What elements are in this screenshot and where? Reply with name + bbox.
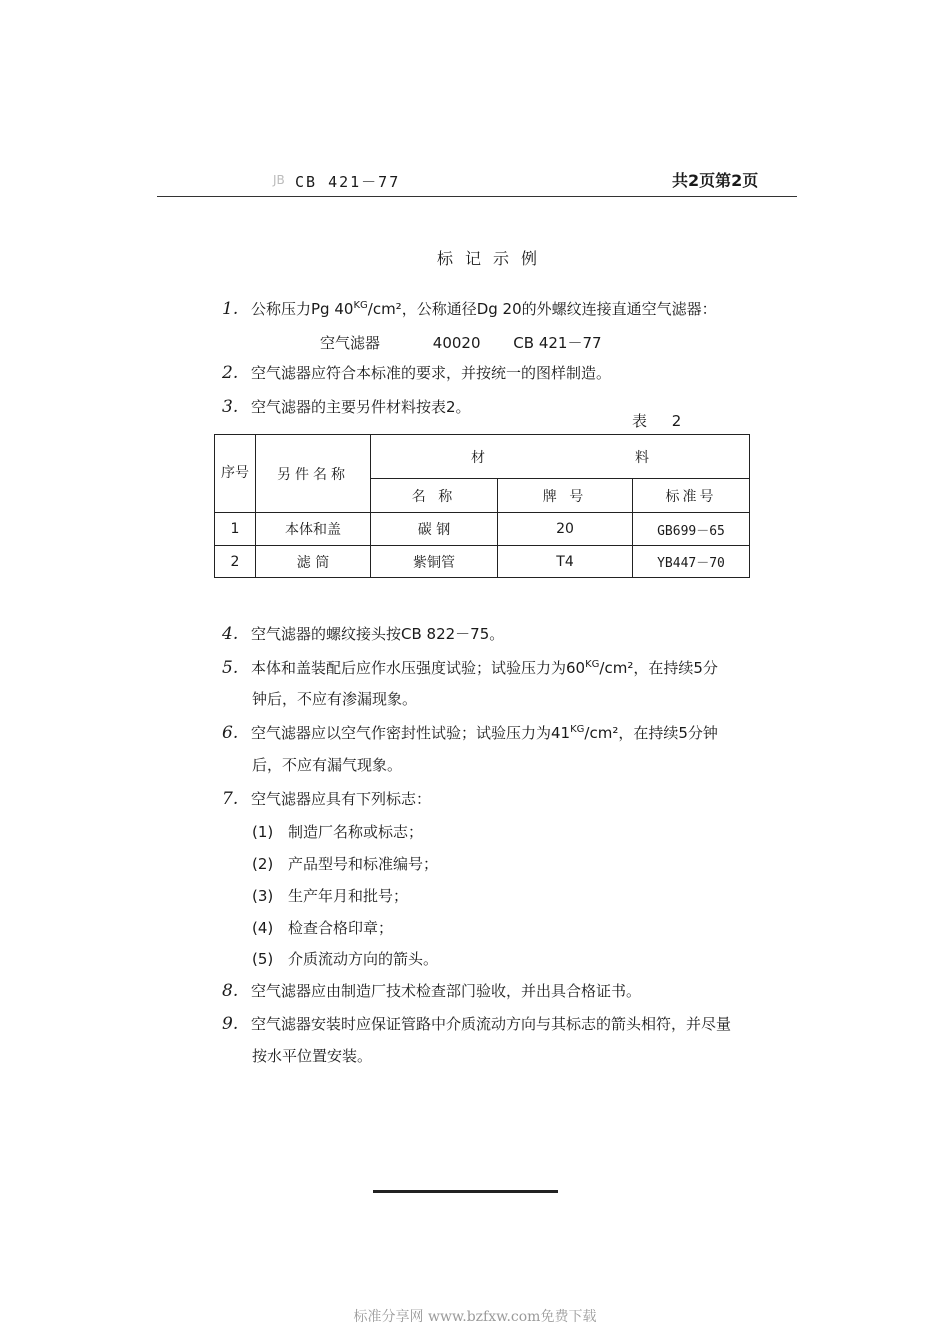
cell-standard: GB699－65 (633, 513, 750, 546)
item-continuation: 按水平位置安装。 (252, 1047, 373, 1065)
header-material (371, 435, 750, 479)
materials-table (214, 434, 750, 578)
header-standard: 标准号 (633, 479, 750, 513)
list-item (222, 980, 641, 1001)
list-item (222, 396, 471, 417)
item-number: 2. (222, 363, 239, 383)
cell-standard: YB447－70 (633, 546, 750, 578)
item-text: 空气滤器安装时应保证管路中介质流动方向与其标志的箭头相符，并尽量 (251, 1015, 732, 1033)
table-caption: 表 2 (632, 412, 692, 430)
table-row (215, 546, 750, 578)
sub-list-item (252, 853, 438, 874)
marking-size: 40020 (432, 334, 481, 352)
sub-item-text: 生产年月和批号； (288, 887, 409, 905)
item-number: 4. (222, 624, 239, 644)
sub-item-text: 介质流动方向的箭头。 (288, 950, 439, 968)
cell-name: 紫铜管 (371, 546, 498, 578)
unit-superscript: KG (585, 659, 600, 670)
item-text: /cm²，在持续5分钟 (584, 724, 718, 742)
header-material-right: 料 (635, 449, 649, 466)
item-continuation: 后，不应有漏气现象。 (252, 756, 403, 774)
sub-item-number: (4) (252, 919, 274, 937)
item-text: 空气滤器应具有下列标志： (251, 790, 432, 808)
cell-seq: 2 (215, 546, 256, 578)
item-number: 3. (222, 397, 239, 417)
sub-item-number: (2) (252, 855, 274, 873)
item-number: 7. (222, 789, 239, 809)
item-text: 空气滤器的螺纹接头按CB 822－75。 (251, 625, 505, 643)
cell-grade: T4 (498, 546, 633, 578)
page-info: 共2页第2页 (672, 171, 759, 190)
sub-list-item (252, 821, 423, 842)
watermark: 标准分享网 www.bzfxw.com免费下载 (353, 1309, 597, 1325)
item-text: 空气滤器应以空气作密封性试验；试验压力为41 (251, 724, 571, 742)
sub-item-number: (3) (252, 887, 274, 905)
item-text: 空气滤器应由制造厂技术检查部门验收，并出具合格证书。 (251, 982, 642, 1000)
sub-item-number: (1) (252, 823, 274, 841)
list-item (222, 362, 611, 383)
header-seq: 序号 (215, 435, 256, 513)
item-text: /cm²，在持续5分 (599, 659, 718, 677)
item-number: 6. (222, 723, 239, 743)
marking-standard: CB 421－77 (513, 334, 602, 352)
list-item (222, 657, 718, 678)
sub-list-item (252, 948, 438, 969)
item-number: 5. (222, 658, 239, 678)
item-number: 8. (222, 981, 239, 1001)
header-rule (157, 196, 797, 197)
item-number: 1. (222, 299, 239, 319)
footer-rule (373, 1190, 558, 1193)
list-item (222, 788, 431, 809)
cell-name: 碳 钢 (371, 513, 498, 546)
cell-part: 本体和盖 (256, 513, 371, 546)
header-material-left: 材 (471, 449, 485, 466)
cell-seq: 1 (215, 513, 256, 546)
list-item (222, 298, 717, 319)
header-prefix: JB (273, 173, 285, 187)
list-item (222, 623, 504, 644)
header-grade: 牌 号 (498, 479, 633, 513)
standard-code: CB 421－77 (295, 173, 401, 191)
unit-superscript: KG (570, 724, 585, 735)
header-name: 名 称 (371, 479, 498, 513)
sub-list-item (252, 917, 393, 938)
item-continuation: 钟后，不应有渗漏现象。 (252, 690, 418, 708)
sub-item-text: 检查合格印章； (288, 919, 394, 937)
sub-item-text: 产品型号和标准编号； (288, 855, 439, 873)
sub-list-item (252, 885, 408, 906)
item-text: 公称压力Pg 40 (251, 300, 354, 318)
item-text: /cm²，公称通径Dg 20的外螺纹连接直通空气滤器： (367, 300, 717, 318)
item-text: 空气滤器应符合本标准的要求，并按统一的图样制造。 (251, 364, 612, 382)
item-number: 9. (222, 1014, 239, 1034)
cell-part: 滤 筒 (256, 546, 371, 578)
table-row (215, 513, 750, 546)
item-text: 本体和盖装配后应作水压强度试验；试验压力为60 (251, 659, 586, 677)
sub-item-number: (5) (252, 950, 274, 968)
unit-superscript: KG (353, 300, 368, 311)
marking-name: 空气滤器 (320, 334, 381, 352)
section-title: 标记示例 (437, 249, 550, 268)
marking-example (320, 332, 602, 353)
header-part-name: 另件名称 (256, 435, 371, 513)
item-text: 空气滤器的主要另件材料按表2。 (251, 398, 471, 416)
list-item (222, 722, 718, 743)
cell-grade: 20 (498, 513, 633, 546)
list-item (222, 1013, 731, 1034)
sub-item-text: 制造厂名称或标志； (288, 823, 424, 841)
